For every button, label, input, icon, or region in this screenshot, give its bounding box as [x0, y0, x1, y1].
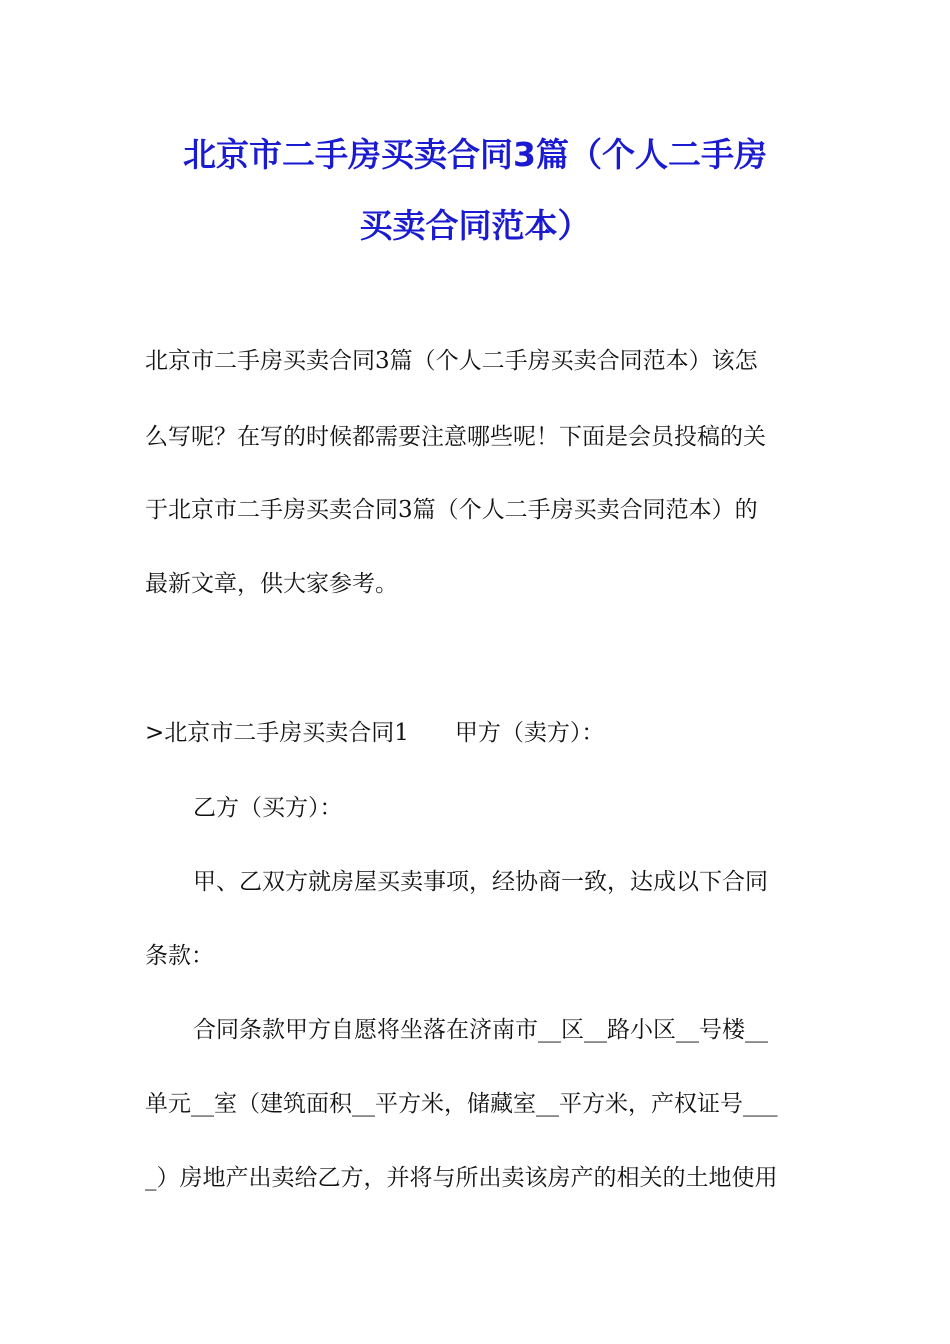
intro-line-2: 么写呢？在写的时候都需要注意哪些呢！下面是会员投稿的关 [145, 424, 766, 450]
intro-line-4: 最新文章，供大家参考。 [145, 571, 398, 597]
intro-line-1: 北京市二手房买卖合同3篇（个人二手房买卖合同范本）该怎 [145, 348, 758, 374]
intro-line-3: 于北京市二手房买卖合同3篇（个人二手房买卖合同范本）的 [145, 497, 758, 523]
para2-line-1: 合同条款甲方自愿将坐落在济南市__区__路小区__号楼__ [193, 1017, 768, 1043]
document-title-line-2: 买卖合同范本） [359, 206, 591, 245]
party-b-label: 乙方（买方）： [193, 795, 343, 821]
para1-line-1: 甲、乙双方就房屋买卖事项，经协商一致，达成以下合同 [193, 869, 768, 895]
para1-line-2: 条款： [145, 943, 214, 969]
section-heading: >北京市二手房买卖合同1 甲方（卖方）： [145, 720, 605, 746]
para2-line-3: _）房地产出卖给乙方，并将与所出卖该房产的相关的土地使用 [145, 1165, 778, 1191]
para2-line-2: 单元__室（建筑面积__平方米，储藏室__平方米，产权证号___ [145, 1091, 778, 1117]
document-title-line-1: 北京市二手房买卖合同3篇（个人二手房 [183, 135, 767, 174]
